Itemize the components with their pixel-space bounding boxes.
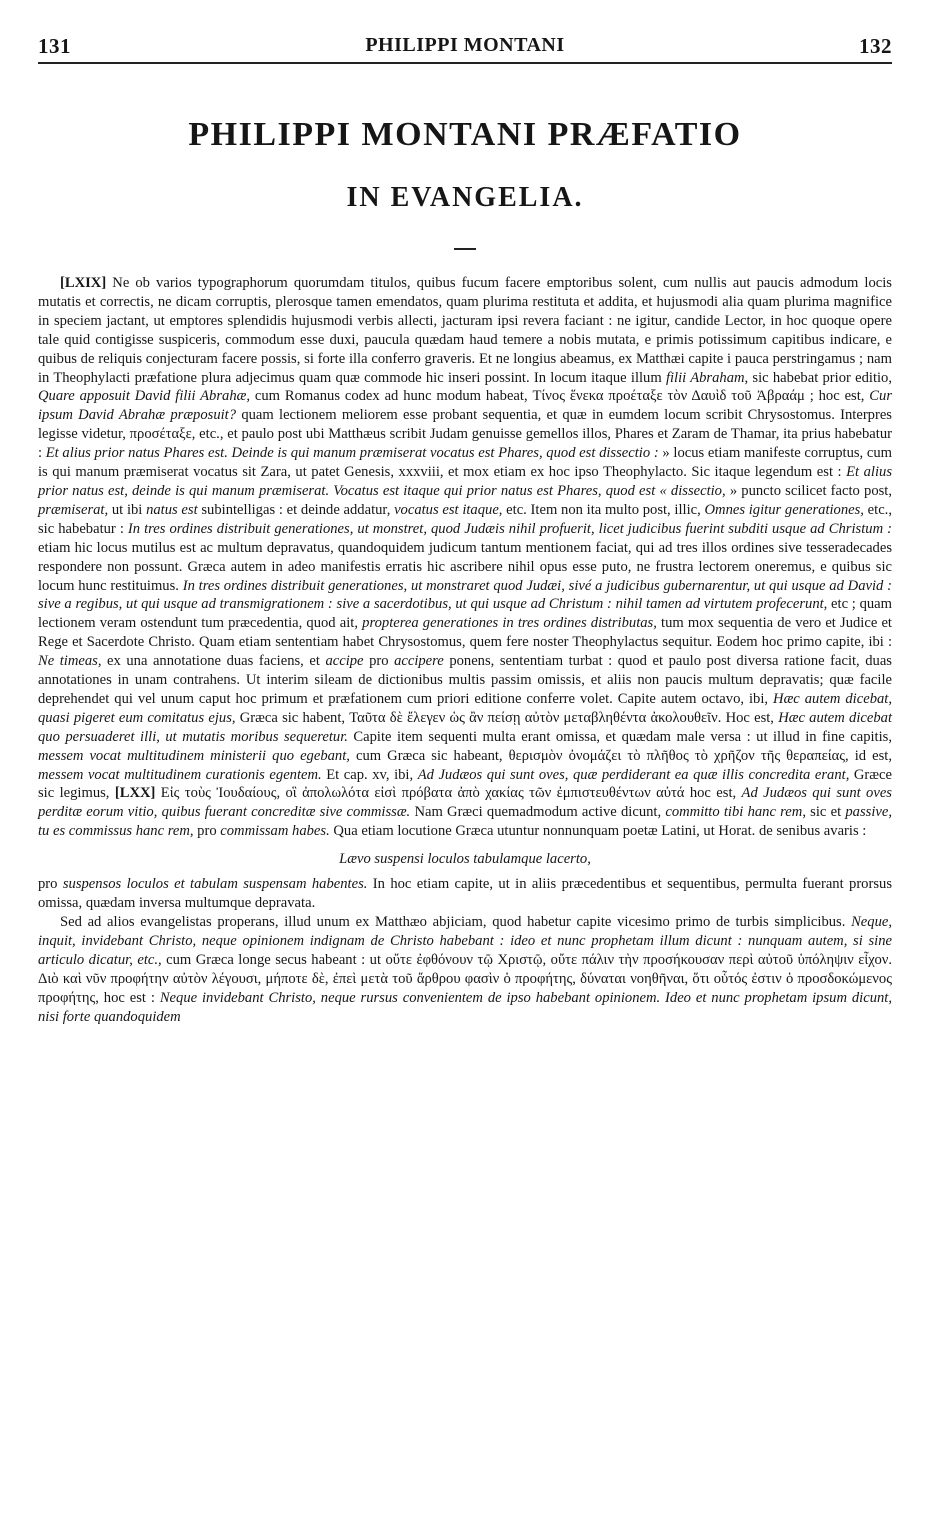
italic-run: propterea generationes in tres ordines distributas,	[362, 615, 657, 632]
italic-run: messem vocat multitudinem ministerii quo egebant,	[38, 747, 350, 764]
text-run: subintelligas : et deinde addatur,	[197, 501, 395, 518]
paragraph-3	[38, 913, 892, 1026]
text-run: Ne ob varios typographorum quorumdam titulos, quibus fucum facere emptoribus solent, cum nullis aut paucis admodum locis mutatis et correctis, ne dicam corruptis, plerosque tamen emendatos, quam plurima restituta et addita, et hujusmodi alia quam plurima magnifice in speciem jactant, ut emptores splendidis hujusmodi verbis allecti, jacturam ipsi revera faciant : ne igitur, candide Lector, in hoc quoque opere tale quid contigisse suspiceris, commodum esse duxi, paucula quædam haud temere a nobis mutata, e primis potissimum capitibus indicare, e quibus de reliquis conjecturam facere possis, si forte illa conferro graveris. Et ne longius abeamus, ex Matthæi capite i pauca perstringamus ; nam in Theophylacti præfatione plura adjecimus quam quæ commode hic inseri possint. In locum itaque illum	[38, 275, 892, 386]
text-run: Sed ad alios evangelistas properans, illud unum ex Matthæo abjiciam, quod habetur capite vicesimo primo de turbis simplicibus.	[60, 914, 852, 930]
text-run: etc., sic habebatur :	[38, 501, 892, 537]
italic-run: Hæc autem dicebat, quasi pigeret eum comitatus ejus,	[38, 690, 892, 726]
page-title: PHILIPPI MONTANI PRÆFATIO	[188, 116, 742, 153]
header-rule	[38, 62, 892, 64]
italic-run: filii Abraham,	[665, 369, 749, 386]
italic-run: In tres ordines distribuit generationes, ut monstraret quod Judæi, sivé a judicibus gubernarentur, ut qui usque ad David : sive a regibus, ut qui usque ad transmigrationem : sive a sacerdotibus, ut qui usque ad Christum : nihil tamen ad virtutem profecerunt,	[38, 577, 892, 613]
column-marker: [LXIX]	[60, 275, 107, 291]
text-run: » locus etiam manifeste corruptus, cum is qui manum præmiserat vocatus sit Zara, ut patet Genesis, xxxviii, et mox etiam ex hoc ipso Theophylacto. Sic itaque legendum est :	[38, 445, 893, 481]
italic-run: accipe	[325, 653, 364, 670]
text-run: cum Romanus codex ad hunc modum habeat, Τίνος ἕνεκα προέταξε τὸν Δαυὶδ τοῦ Ἀβραάμ ; hoc est,	[250, 388, 870, 405]
text-run: sic habebat prior editio,	[748, 369, 892, 386]
verse-quote: Lævo suspensi loculos tabulamque lacerto,	[339, 851, 591, 868]
page-subtitle: IN EVANGELIA.	[346, 182, 584, 213]
italic-run: In tres ordines distribuit generationes, ut monstret, quod Judæis nihil profuerit, licet judicibus fuerint subditi usque ad Christum :	[127, 520, 892, 537]
italic-run: committo tibi hanc rem	[665, 804, 803, 821]
text-run: cum Græca longe secus habeant : ut οὔτε ἐφθόνουν τῷ Χριστῷ, οὔτε πάλιν τὴν προσήκουσαν περὶ αὐτοῦ ὑπόληψιν εἶχον. Διὸ καὶ νῦν προφήτην αὐτὸν λέγουσι, μήποτε δὲ, ἐπεὶ μετὰ τοῦ ἄρθρου φασὶν ὁ προφήτης, δύναται νοηθῆναι, ὅτι οὗτός ἐστιν ὁ προσδοκώμενος προφήτης, hoc est :	[38, 951, 892, 1006]
italic-run: Ne timeas,	[38, 653, 102, 670]
body-text	[38, 274, 892, 1026]
text-run: tum mox sequentia de vero et Judice et Rege et Sacerdote Christo. Quam etiam sententiam habet Chrysostomus, quem fere noster Theophylactus sequitur. Eodem hoc primo capite, ibi :	[38, 615, 892, 651]
column-marker: [LXX]	[114, 785, 156, 802]
text-run: Εἰς τοὺς Ἰουδαίους, οἳ ἀπολωλότα εἰσὶ πρόβατα ἀπὸ χακίας τῶν ἐμπιστευθέντων αὐτά hoc est,	[155, 785, 742, 802]
title-divider	[454, 248, 476, 250]
italic-run: Quare apposuit David filii Abrahæ,	[38, 388, 251, 405]
italic-run: passive, tu es commissus hanc rem,	[38, 804, 892, 840]
text-run: pro	[193, 823, 221, 840]
italic-run: præmiserat,	[38, 501, 109, 518]
text-run: , sic et	[802, 804, 846, 821]
italic-run: Hæc autem dicebat quo persuaderet illi, ut mutatis moribus sequeretur.	[38, 709, 893, 745]
text-run: » puncto scilicet facto post,	[725, 482, 892, 499]
title-block	[38, 116, 892, 250]
paragraph-1	[38, 274, 892, 841]
text-run: cum Græca sic habeant, θερισμὸν ὀνομάζει τὸ πλῆθος τὸ χρῆζον τῆς θεραπείας, id est,	[349, 747, 892, 764]
text-run: Qua etiam locutione Græca utuntur nonnunquam poetæ Latini, ut Horat. de senibus avaris :	[329, 823, 867, 840]
text-run: Græca sic habent, Ταῦτα δὲ ἔλεγεν ὡς ἂν πείσῃ αὐτὸν μεταβληθέντα ἀκολουθεῖν. Hoc est,	[235, 709, 779, 726]
text-run: Græce sic legimus,	[38, 766, 892, 802]
italic-run: Neque invidebant Christo, neque rursus convenientem de ipso habebant opinionem. Ideo et nunc prophetam ipsum dicunt, nisi forte quandoquidem	[38, 989, 892, 1025]
text-run: Et cap. xv, ibi,	[321, 766, 418, 783]
italic-run: commissam habes.	[220, 823, 330, 840]
italic-run: Neque, inquit, invidebant Christo, neque opinionem indignam de Christo habebant : ideo et nunc prophetam illum dicunt : nunquam autem, si sine articulo dicatur, etc.,	[38, 914, 892, 968]
italic-run: natus est	[146, 501, 198, 518]
italic-run: Cur ipsum David Abrahæ præposuit?	[38, 388, 893, 424]
text-run: Capite item sequenti multa erant omissa, et quædam male versa : ut illud in fine capitis,	[347, 728, 892, 745]
text-run: etc ; quam lectionem veram ostendunt tum præcedentia, quod ait,	[38, 596, 892, 632]
running-title: PHILIPPI MONTANI	[365, 34, 565, 56]
italic-run: accipere	[394, 653, 444, 670]
text-run: In hoc etiam capite, ut in aliis præcedentibus et sequentibus, permulta fuerant prorsus omissa, quædam inversa multumque depravata.	[38, 876, 892, 912]
text-run: pro	[38, 876, 63, 893]
running-head	[38, 28, 892, 62]
italic-run: suspensos loculos et tabulam suspensam habentes.	[62, 876, 368, 893]
text-run: Nam Græci quemadmodum active dicunt,	[410, 804, 666, 821]
text-run: pro	[363, 653, 395, 670]
italic-run: Et alius prior natus Phares est. Deinde is qui manum præmiserat vocatus est Phares, quod est dissectio :	[45, 445, 659, 462]
text-run: ut ibi	[108, 501, 147, 518]
text-run: ex una annotatione duas faciens, et	[101, 653, 326, 670]
italic-run: Et alius prior natus est, deinde is qui manum præmiserat. Vocatus est itaque qui prior natus est Phares, quod est « dissectio,	[38, 464, 892, 499]
italic-run: messem vocat multitudinem curationis egentem.	[38, 766, 322, 783]
italic-run: Omnes igitur generationes,	[704, 501, 864, 518]
page-number-right: 132	[859, 34, 892, 58]
paragraph-2	[38, 875, 892, 913]
italic-run: vocatus est itaque,	[394, 501, 503, 518]
text-run: etiam hic locus mutilus est ac multum depravatus, quandoquidem judicum tantum mentionem faciat, qui ad tres illos ordines sive tesseradecades respondere non possunt. Græca autem in adeo manifestis erratis hic ascribere nihil opus esse puto, ne frustra lectorem oneremus, e quibus sic locum hunc restituimus.	[38, 539, 892, 594]
italic-run: Ad Judæos qui sunt oves, quæ perdiderant ea quæ illis concredita erant,	[417, 766, 850, 783]
text-run: quam lectionem meliorem esse probant sequentia, et quæ in eumdem locum scribit Chrysostomus. Interpres legisse videtur, προσέταξε, etc., et paulo post ubi Matthæus scribit Judam genuisse gemellos illos, Phares et Zaram de Thamar, ita prius habebatur :	[38, 407, 892, 462]
page-number-left: 131	[38, 34, 71, 58]
page	[38, 28, 892, 1026]
text-run: ponens, sententiam turbat : quod et paulo post diversa ratione facit, duas annotationes in unam contrahens. Ut interim sileam de dictionibus multis passim omissis, et aliis non paucis multum depravatis; quæ facile deprehendet qui vel unum caput hoc primum et præfationem cum priori editione conferre volet. Capite autem octavo, ibi,	[38, 653, 892, 707]
italic-run: Ad Judæos qui sunt oves perditæ eorum vitio, quibus fuerant concreditæ sive commissæ.	[38, 785, 892, 821]
text-run: etc. Item non ita multo post, illic,	[502, 501, 705, 518]
